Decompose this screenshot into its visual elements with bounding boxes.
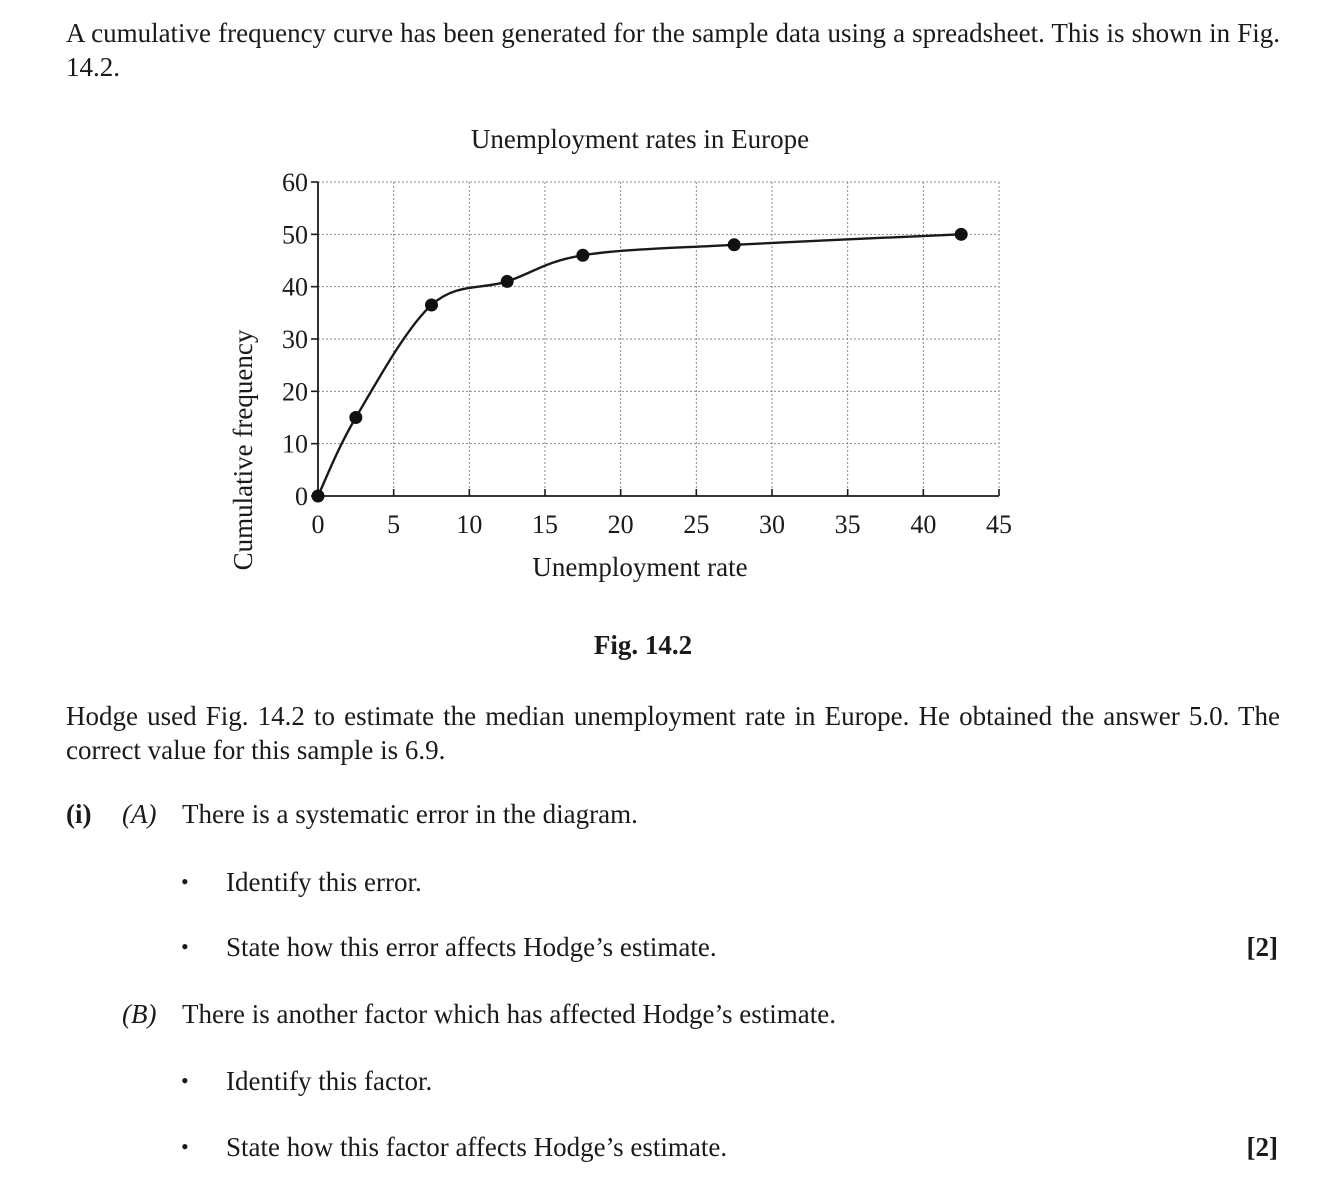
x-tick-label: 0 — [311, 510, 325, 539]
cumulative-frequency-chart — [0, 110, 1334, 600]
bullet-icon: • — [181, 1068, 189, 1093]
y-axis-label: Cumulative frequency — [228, 329, 258, 571]
data-point — [501, 275, 514, 288]
x-tick-label: 5 — [387, 510, 401, 539]
data-point — [576, 249, 589, 262]
y-tick-label: 30 — [282, 325, 308, 354]
subpart-a-label: (A) — [122, 799, 157, 829]
chart-title: Unemployment rates in Europe — [470, 124, 810, 154]
x-axis-label: Unemployment rate — [532, 552, 748, 582]
subpart-a-marks: [2] — [1246, 932, 1278, 962]
subpart-b-label: (B) — [122, 999, 157, 1029]
question-context: Hodge used Fig. 14.2 to estimate the median unemployment rate in Europe. He obtained the answer 5.0. The correct value for this sample is 6.9. — [66, 701, 1280, 765]
y-tick-label: 0 — [295, 482, 308, 511]
part-label: (i) — [66, 799, 92, 829]
data-point — [728, 238, 741, 251]
subpart-a-bullet-2: State how this error affects Hodge’s estimate. — [226, 932, 717, 962]
figure-caption: Fig. 14.2 — [593, 630, 693, 660]
x-tick-label: 15 — [532, 510, 558, 539]
bullet-icon: • — [181, 869, 189, 894]
data-point — [955, 228, 968, 241]
subpart-a-bullet-1: Identify this error. — [226, 867, 422, 897]
y-tick-label: 20 — [282, 377, 308, 407]
data-point — [312, 490, 325, 503]
x-tick-label: 25 — [683, 510, 710, 539]
x-tick-label: 40 — [910, 510, 937, 539]
y-tick-label: 50 — [282, 220, 308, 250]
data-points — [312, 228, 968, 503]
subpart-b-bullet-1: Identify this factor. — [226, 1066, 433, 1096]
y-tick-label: 40 — [282, 272, 308, 302]
x-tick-label: 30 — [759, 510, 785, 539]
intro-text: A cumulative frequency curve has been generated for the sample data using a spreadsheet. This is shown in Fig. 14.2. — [66, 18, 1280, 82]
x-tick-label: 20 — [607, 510, 634, 539]
y-tick-label: 60 — [282, 168, 308, 197]
subpart-a-text: There is a systematic error in the diagram. — [182, 799, 638, 829]
cumulative-curve — [318, 234, 961, 496]
x-tick-label: 45 — [986, 510, 1012, 539]
y-axis-ticks — [282, 168, 318, 511]
data-point — [349, 411, 362, 424]
x-tick-label: 10 — [456, 510, 483, 539]
y-tick-label: 10 — [282, 429, 308, 459]
bullet-icon: • — [181, 934, 189, 959]
data-point — [425, 298, 438, 311]
x-tick-label: 35 — [834, 510, 861, 539]
subpart-b-bullet-2: State how this factor affects Hodge’s estimate. — [226, 1132, 728, 1162]
chart-grid — [318, 182, 999, 496]
subpart-b-text: There is another factor which has affected Hodge’s estimate. — [182, 999, 836, 1029]
subpart-b-marks: [2] — [1246, 1132, 1278, 1162]
bullet-icon: • — [181, 1134, 189, 1159]
